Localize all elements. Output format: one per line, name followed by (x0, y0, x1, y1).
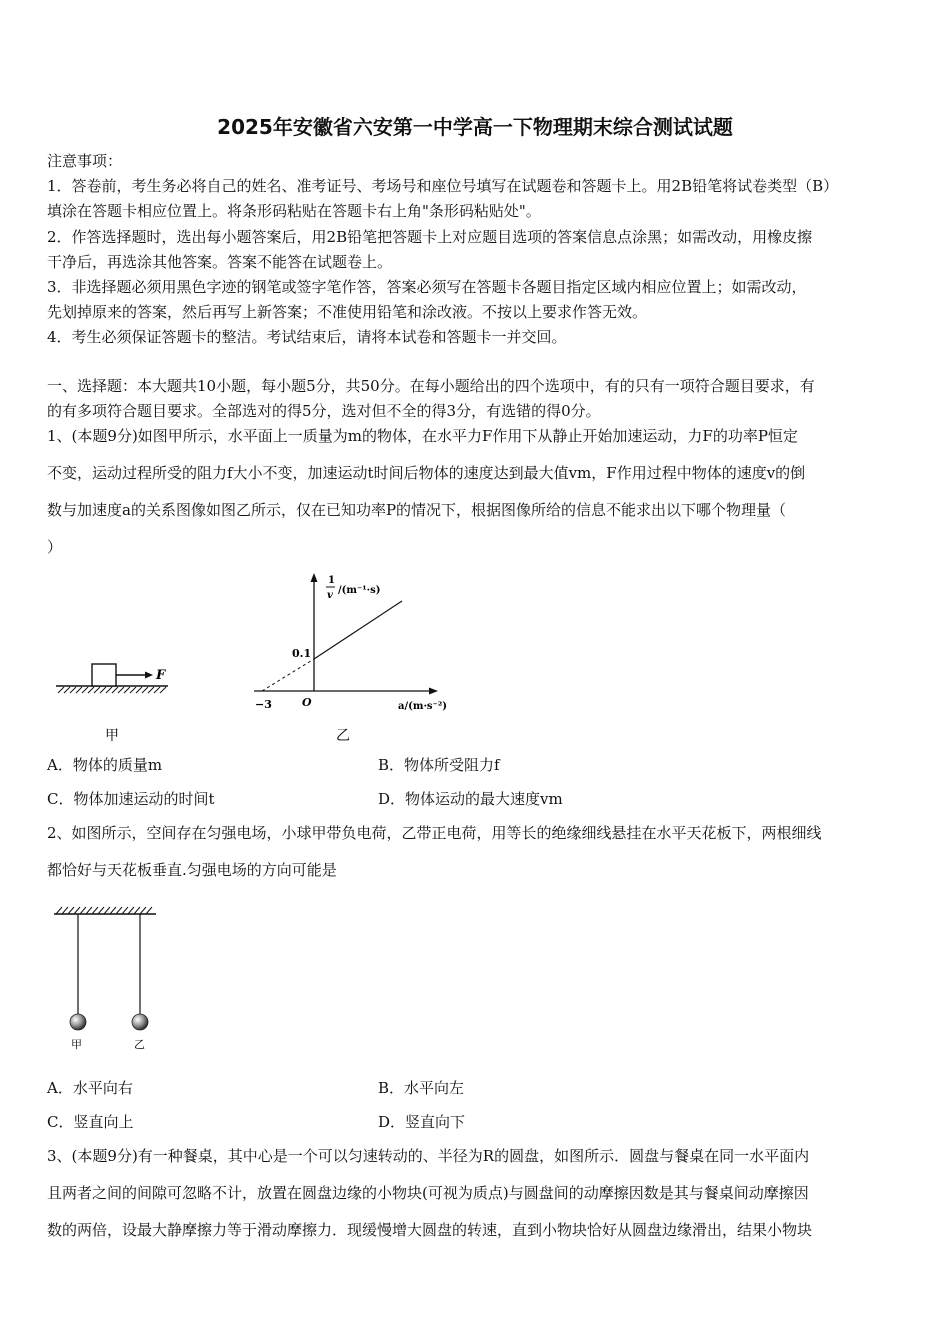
label-jia: 甲 (71, 1038, 82, 1051)
page-title: 2025年安徽省六安第一中学高一下物理期末综合测试试题 (217, 115, 733, 139)
notice-line: 3．非选择题必须用黑色字迹的钢笔或签字笔作答，答案必须写在答题卡各题目指定区域内相应位置上；如需改动， (47, 278, 807, 296)
q1-option-d: D．物体运动的最大速度vm (378, 790, 563, 808)
y-label-numerator: 1 (328, 575, 335, 586)
q2-option-c: C．竖直向上 (47, 1113, 134, 1131)
origin-label: O (302, 696, 312, 709)
notice-line: 干净后，再选涂其他答案。答案不能答在试题卷上。 (47, 253, 393, 271)
block (92, 664, 116, 686)
y-intercept-label: 0.1 (292, 647, 312, 660)
q3-text: 且两者之间的间隙可忽略不计，放置在圆盘边缘的小物块(可视为质点)与圆盘间的动摩擦因数是其与餐桌间动摩擦因 (47, 1184, 809, 1202)
q2-option-b: B．水平向左 (378, 1079, 465, 1097)
ball-jia (70, 1014, 86, 1030)
q1-text: ） (47, 538, 63, 556)
force-label: F (156, 668, 166, 683)
notice-line: 4．考生必须保证答题卡的整洁。考试结束后，请将本试卷和答题卡一并交回。 (47, 328, 567, 346)
ball-yi (132, 1014, 148, 1030)
graph-line (314, 601, 402, 659)
notice-line: 先划掉原来的答案，然后再写上新答案；不准使用铅笔和涂改液。不按以上要求作答无效。 (47, 303, 648, 321)
q3-text: 3、(本题9分)有一种餐桌，其中心是一个可以匀速转动的、半径为R的圆盘，如图所示．圆盘与餐桌在同一水平面内 (47, 1147, 810, 1165)
x-label: a/(m·s⁻²) (398, 701, 447, 712)
label-yi: 乙 (134, 1038, 145, 1051)
q1-figure-yi (250, 568, 460, 748)
q3-text: 数的两倍，设最大静摩擦力等于滑动摩擦力．现缓慢增大圆盘的转速，直到小物块恰好从圆盘边缘滑出，结果小物块 (47, 1221, 813, 1239)
section-intro: 的有多项符合题目要求。全部选对的得5分，选对但不全的得3分，有选错的得0分。 (47, 402, 601, 420)
q2-text: 2、如图所示，空间存在匀强电场，小球甲带负电荷，乙带正电荷，用等长的绝缘细线悬挂在水平天花板下，两根细线 (47, 824, 822, 842)
q2-option-d: D．竖直向下 (378, 1113, 466, 1131)
y-label-unit: /(m⁻¹·s) (338, 585, 381, 596)
q1-text: 1、(本题9分)如图甲所示，水平面上一质量为m的物体，在水平力F作用下从静止开始加速运动，力F的功率P恒定 (47, 427, 798, 445)
q1-figure-jia (50, 650, 180, 750)
q1-text: 数与加速度a的关系图像如图乙所示，仅在已知功率P的情况下，根据图像所给的信息不能求出以下哪个物理量（ (47, 501, 787, 519)
y-label-denominator: v (327, 590, 333, 601)
q2-text: 都恰好与天花板垂直.匀强电场的方向可能是 (47, 861, 337, 879)
q1-option-a: A．物体的质量m (47, 756, 163, 774)
notice-heading: 注意事项： (47, 152, 123, 170)
q1-text: 不变，运动过程所受的阻力f大小不变，加速运动t时间后物体的速度达到最大值vm，F作用过程中物体的速度v的倒 (47, 464, 806, 482)
caption-yi: 乙 (336, 728, 350, 744)
section-intro: 一、选择题：本大题共10小题，每小题5分，共50分。在每小题给出的四个选项中，有的只有一项符合题目要求，有 (47, 377, 815, 395)
notice-line: 填涂在答题卡相应位置上。将条形码粘贴在答题卡右上角"条形码粘贴处"。 (47, 202, 541, 220)
force-arrow (145, 672, 153, 679)
x-intercept-label: −3 (255, 698, 272, 711)
caption-jia: 甲 (105, 728, 119, 744)
q2-option-a: A．水平向右 (47, 1079, 133, 1097)
graph-extension (262, 659, 314, 691)
q1-option-b: B．物体所受阻力f (378, 756, 500, 774)
q2-figure (50, 898, 170, 1053)
notice-line: 2．作答选择题时，选出每小题答案后，用2B铅笔把答题卡上对应题目选项的答案信息点涂黑；如需改动，用橡皮擦 (47, 228, 813, 246)
q1-option-c: C．物体加速运动的时间t (47, 790, 215, 808)
notice-line: 1．答卷前，考生务必将自己的姓名、准考证号、考场号和座位号填写在试题卷和答题卡上。用2B铅笔将试卷类型（B） (47, 177, 839, 195)
